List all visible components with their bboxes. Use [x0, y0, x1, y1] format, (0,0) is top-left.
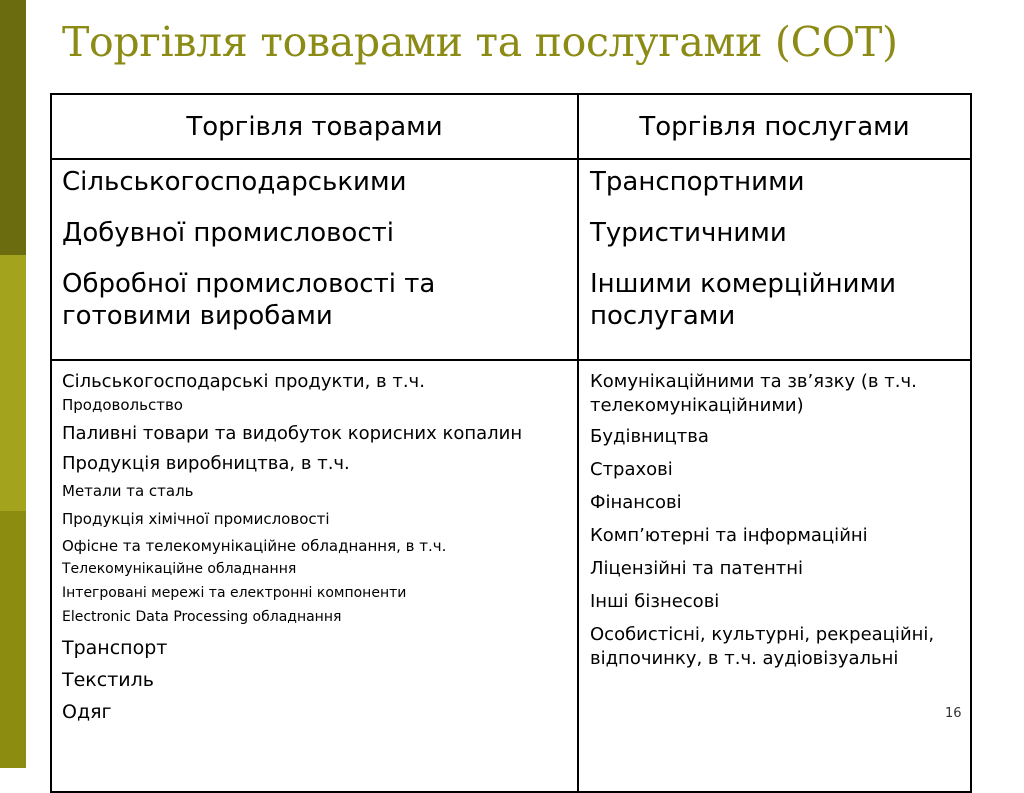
goods-detail-item: Продукція виробництва, в т.ч.	[62, 453, 350, 474]
services-detail-item: Страхові	[590, 459, 673, 480]
goods-detail-item: Electronic Data Processing обладнання	[62, 609, 342, 625]
services-detail-cell	[590, 370, 965, 671]
header-services: Торгівля послугами	[639, 111, 910, 142]
goods-main-item: Обробної промисловості та готовими виробами	[62, 269, 436, 331]
services-main-item: Транспортними	[590, 167, 805, 197]
services-detail-item: Комп’ютерні та інформаційні	[590, 525, 868, 546]
goods-detail-item: Інтегровані мережі та електронні компоненти	[62, 585, 407, 601]
goods-detail-cell	[62, 370, 567, 725]
goods-detail-item: Продукція хімічної промисловості	[62, 510, 330, 528]
goods-detail-item: Транспорт	[62, 637, 168, 659]
goods-detail-item: Телекомунікаційне обладнання	[62, 561, 297, 577]
goods-detail-item: Офісне та телекомунікаційне обладнання, в т.ч.	[62, 537, 447, 555]
goods-detail-item: Продовольство	[62, 396, 183, 414]
services-detail-item: Інші бізнесові	[590, 591, 720, 612]
goods-detail-item: Одяг	[62, 701, 112, 723]
services-detail-item: Комунікаційними та зв’язку (в т.ч. телекомунікаційними)	[590, 371, 917, 416]
services-detail-item: Ліцензійні та патентні	[590, 558, 804, 579]
accent-bar-middle	[0, 255, 26, 511]
header-goods: Торгівля товарами	[186, 111, 443, 142]
services-detail-item: Особистісні, культурні, рекреаційні, відпочинку, в т.ч. аудіовізуальні	[590, 624, 935, 669]
services-detail-item: Фінансові	[590, 492, 682, 513]
table-column-divider	[577, 93, 579, 793]
goods-main-item: Сільськогосподарськими	[62, 167, 407, 197]
accent-bar-top	[0, 0, 26, 255]
goods-main-cell	[62, 166, 567, 351]
services-main-item: Іншими комерційними послугами	[590, 269, 897, 331]
accent-bar-bottom	[0, 511, 26, 768]
services-detail-item: Будівництва	[590, 426, 709, 447]
services-main-cell	[590, 166, 965, 351]
goods-detail-item: Паливні товари та видобуток корисних копалин	[62, 423, 523, 444]
page-number: 16	[945, 706, 962, 721]
table-row-divider-1	[50, 158, 972, 160]
goods-detail-item: Метали та сталь	[62, 482, 194, 500]
goods-detail-item: Текстиль	[62, 669, 154, 691]
table-row-divider-2	[50, 359, 972, 361]
slide-title: Торгівля товарами та послугами (СОТ)	[62, 18, 898, 66]
services-main-item: Туристичними	[590, 218, 787, 248]
goods-main-item: Добувної промисловості	[62, 218, 394, 248]
goods-detail-item: Сільськогосподарські продукти, в т.ч.	[62, 371, 425, 392]
